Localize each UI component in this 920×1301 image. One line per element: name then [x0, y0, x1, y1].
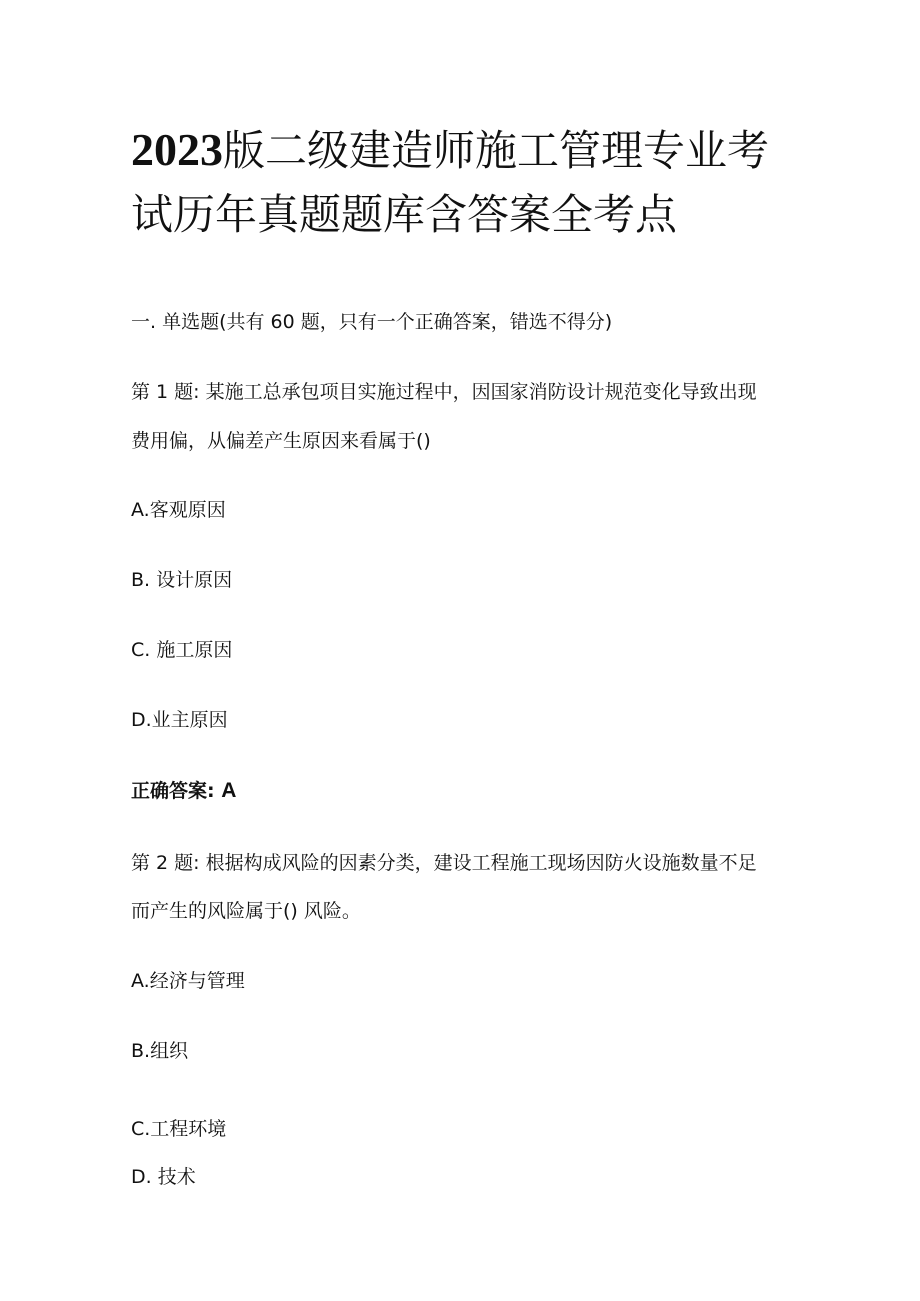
question-1-stem-line1: 第 1 题: 某施工总承包项目实施过程中，因国家消防设计规范变化导致出现 — [131, 381, 757, 403]
section-heading: 一. 单选题(共有 60 题，只有一个正确答案，错选不得分) — [131, 311, 613, 333]
question-2-option-d: D. 技术 — [131, 1166, 196, 1188]
question-1-option-d: D.业主原因 — [131, 709, 228, 731]
answer-value: A — [221, 779, 237, 802]
document-title — [131, 118, 811, 247]
question-1-option-a: A.客观原因 — [131, 499, 226, 521]
title-line1-text: 版二级建造师施工管理专业考 — [223, 126, 770, 175]
question-2-option-b: B.组织 — [131, 1040, 189, 1062]
question-2-stem-line1: 第 2 题: 根据构成风险的因素分类，建设工程施工现场因防火设施数量不足 — [131, 852, 757, 874]
question-1-answer — [131, 779, 236, 803]
question-2-option-c: C.工程环境 — [131, 1118, 227, 1140]
question-1-option-c: C. 施工原因 — [131, 639, 233, 661]
title-line2-text: 试历年真题题库含答案全考点 — [131, 190, 678, 239]
question-1-option-b: B. 设计原因 — [131, 569, 233, 591]
question-2-option-a: A.经济与管理 — [131, 970, 245, 992]
question-2-stem-line2: 而产生的风险属于() 风险。 — [131, 900, 361, 922]
title-year: 2023 — [131, 124, 223, 175]
question-1-stem-line2: 费用偏，从偏差产生原因来看属于() — [131, 430, 431, 452]
answer-label: 正确答案: — [131, 780, 222, 802]
